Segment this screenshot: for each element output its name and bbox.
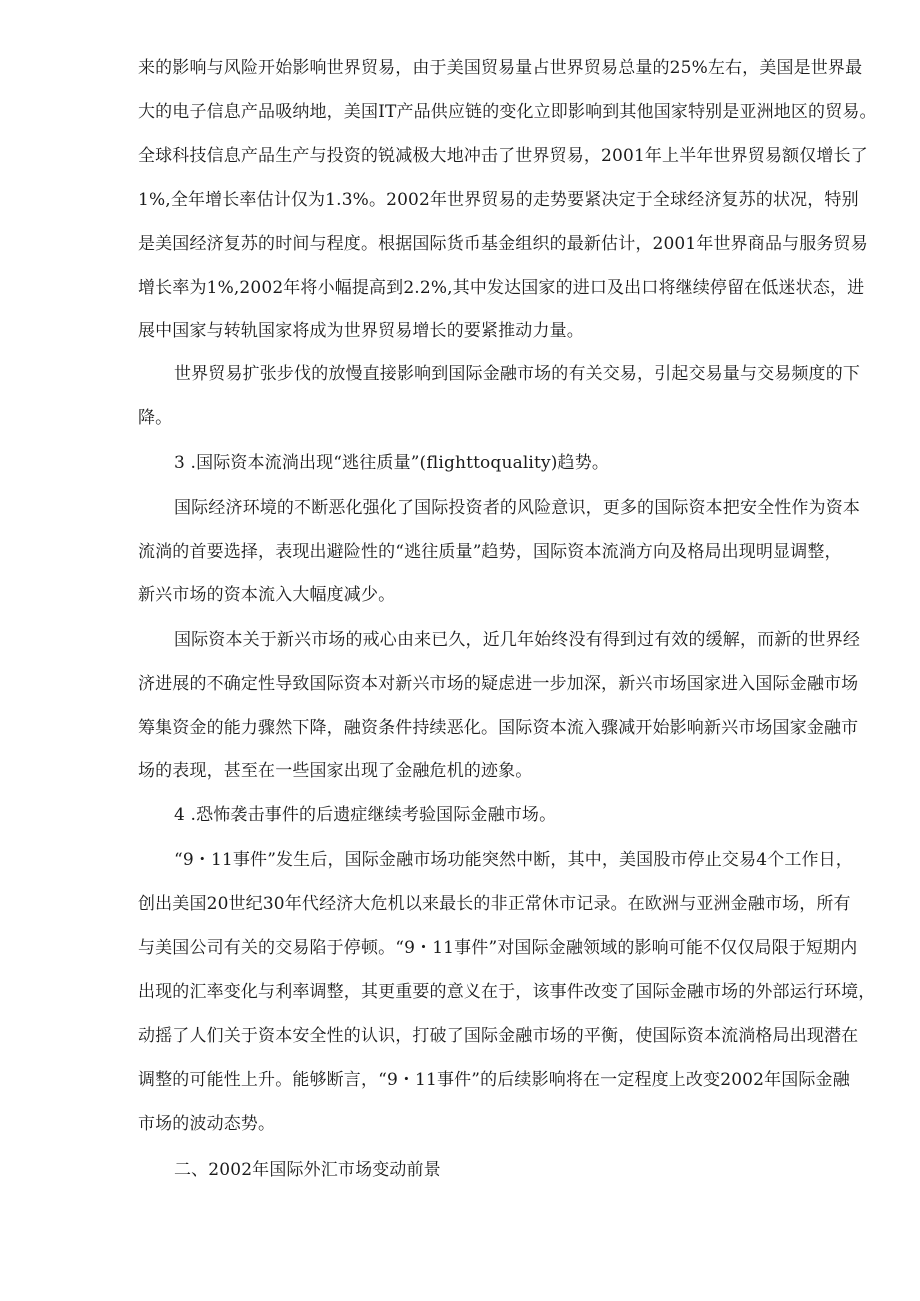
section-heading: 4 .恐怖袭击事件的后遗症继续考验国际金融市场。 bbox=[174, 805, 557, 825]
text-line: 全球科技信息产品生产与投资的锐减极大地冲击了世界贸易，2001年上半年世界贸易额仅增长了 bbox=[138, 146, 868, 166]
text-line: 国际经济环境的不断恶化强化了国际投资者的风险意识，更多的国际资本把安全性作为资本 bbox=[174, 498, 860, 518]
text-line: 展中国家与转轨国家将成为世界贸易增长的要紧推动力量。 bbox=[138, 321, 584, 341]
text-line: 世界贸易扩张步伐的放慢直接影响到国际金融市场的有关交易，引起交易量与交易频度的下 bbox=[174, 364, 860, 384]
text-line: 1%,全年增长率估计仅为1.3%。2002年世界贸易的走势要紧决定于全球经济复苏的状况，特别 bbox=[138, 190, 859, 210]
text-line: 市场的波动态势。 bbox=[138, 1114, 276, 1134]
text-line: 是美国经济复苏的时间与程度。根据国际货币基金组织的最新估计，2001年世界商品与服务贸易 bbox=[138, 234, 868, 254]
text-line: 新兴市场的资本流入大幅度减少。 bbox=[138, 585, 396, 605]
text-line: 场的表现，甚至在一些国家出现了金融危机的迹象。 bbox=[138, 761, 533, 781]
text-line: 大的电子信息产品吸纳地，美国IT产品供应链的变化立即影响到其他国家特别是亚洲地区的贸易。 bbox=[138, 102, 877, 122]
text-line: 流淌的首要选择，表现出避险性的“逃往质量”趋势，国际资本流淌方向及格局出现明显调整， bbox=[138, 542, 842, 562]
text-line: 增长率为1%,2002年将小幅提高到2.2%,其中发达国家的进口及出口将继续停留在低迷状态，进 bbox=[138, 278, 865, 298]
text-line: 降。 bbox=[138, 408, 173, 428]
text-line: “9・11事件”发生后，国际金融市场功能突然中断，其中，美国股市停止交易4个工作日， bbox=[174, 850, 853, 870]
section-heading: 二、2002年国际外汇市场变动前景 bbox=[174, 1160, 441, 1180]
section-heading: 3 .国际资本流淌出现“逃往质量”(flighttoquality)趋势。 bbox=[174, 453, 609, 473]
text-line: 济进展的不确定性导致国际资本对新兴市场的疑虑进一步加深，新兴市场国家进入国际金融市场 bbox=[138, 674, 859, 694]
text-line: 来的影响与风险开始影响世界贸易，由于美国贸易量占世界贸易总量的25%左右，美国是世界最 bbox=[138, 58, 863, 78]
text-line: 调整的可能性上升。能够断言，“9・11事件”的后续影响将在一定程度上改变2002年国际金融 bbox=[138, 1070, 850, 1090]
text-line: 创出美国20世纪30年代经济大危机以来最长的非正常休市记录。在欧洲与亚洲金融市场，所有 bbox=[138, 894, 851, 914]
text-line: 国际资本关于新兴市场的戒心由来已久，近几年始终没有得到过有效的缓解，而新的世界经 bbox=[174, 630, 860, 650]
text-line: 出现的汇率变化与利率调整，其更重要的意义在于，该事件改变了国际金融市场的外部运行环境， bbox=[138, 982, 876, 1002]
text-line: 筹集资金的能力骤然下降，融资条件持续恶化。国际资本流入骤减开始影响新兴市场国家金融市 bbox=[138, 718, 859, 738]
text-line: 与美国公司有关的交易陷于停顿。“9・11事件”对国际金融领域的影响可能不仅仅局限于短期内 bbox=[138, 938, 858, 958]
text-line: 动摇了人们关于资本安全性的认识，打破了国际金融市场的平衡，使国际资本流淌格局出现潜在 bbox=[138, 1026, 859, 1046]
